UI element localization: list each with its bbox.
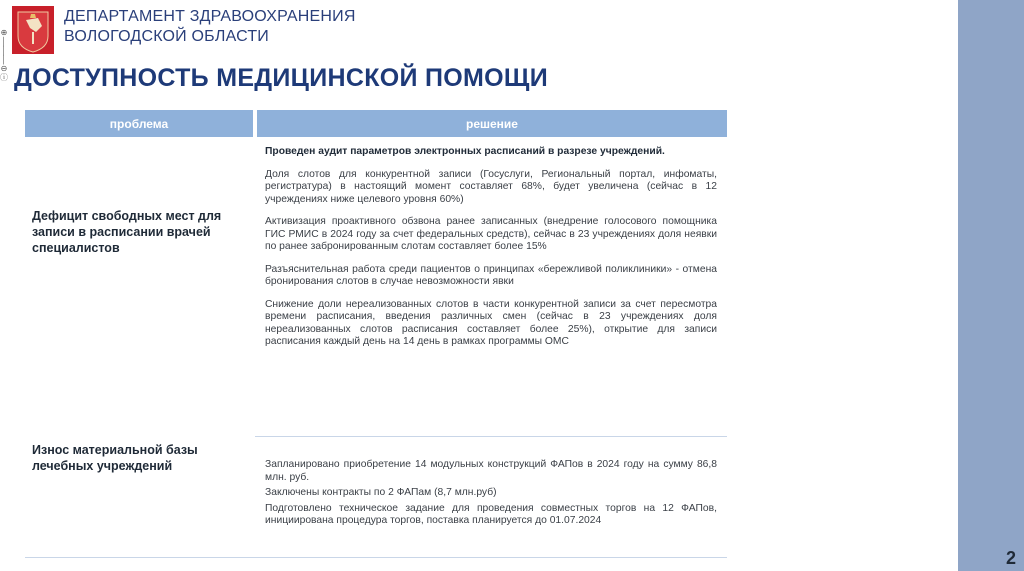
col-problem-header: проблема bbox=[25, 110, 253, 137]
page-title: ДОСТУПНОСТЬ МЕДИЦИНСКОЙ ПОМОЩИ bbox=[14, 64, 548, 92]
side-controls bbox=[0, 28, 8, 82]
problem-solution-table bbox=[25, 110, 727, 137]
zoom-bar-icon[interactable]: │ bbox=[1, 55, 7, 64]
solution-1-item: Снижение доли нереализованных слотов в части конкурентной записи за счет пересмотра времени расписания, введения различных смен (сейчас в 23 учреждениях доля нереализованных слотов расписания составляет более 25%), открытие для записи расписания каждый день на 14 день в рамках программы ОМС bbox=[265, 298, 717, 347]
solution-2-item: Заключены контракты по 2 ФАПам (8,7 млн.руб) bbox=[265, 487, 497, 498]
zoom-bar-icon[interactable]: │ bbox=[1, 46, 7, 55]
solution-1-item: Доля слотов для конкурентной записи (Госуслуги, Региональный портал, инфоматы, регистратура) в настоящий момент составляет 68%, будет увеличена (сейчас в 12 учреждениях ниже целевого уровня 60%) bbox=[265, 168, 717, 205]
solution-1-item: Активизация проактивного обзвона ранее записанных (внедрение голосового помощника ГИС РМИС в 2024 году за счет федеральных средств), сейчас в 23 учреждениях доля неявки по ранее забронированным слотам составляет более 15% bbox=[265, 216, 717, 252]
problem-1: Дефицит свободных мест для записи в расписании врачей специалистов bbox=[32, 209, 222, 255]
solution-1-item: Проведен аудит параметров электронных расписаний в разрезе учреждений. bbox=[265, 146, 665, 157]
dept-line-1: ДЕПАРТАМЕНТ ЗДРАВООХРАНЕНИЯ bbox=[64, 8, 356, 25]
coat-of-arms-logo bbox=[12, 6, 54, 54]
solution-1 bbox=[265, 146, 717, 359]
solution-2-item: Запланировано приобретение 14 модульных конструкций ФАПов в 2024 году на сумму 86,8 млн. руб. bbox=[265, 459, 717, 483]
table-header bbox=[25, 110, 727, 137]
zoom-in-icon[interactable]: ⊕ bbox=[0, 28, 8, 37]
dept-line-2: ВОЛОГОДСКОЙ ОБЛАСТИ bbox=[64, 28, 269, 45]
department-name bbox=[64, 7, 356, 47]
solution-2 bbox=[265, 459, 717, 528]
table-bottom-border bbox=[25, 557, 727, 558]
col-solution-header: решение bbox=[257, 110, 727, 137]
zoom-out-icon[interactable]: ⊖ bbox=[0, 64, 8, 73]
solution-2-item: Подготовлено техническое задание для проведения совместных торгов на 12 ФАПов, инициирована процедура торгов, поставка планируется до 01.07.2024 bbox=[265, 502, 717, 526]
solution-1-item: Разъяснительная работа среди пациентов о принципах «бережливой поликлиники» - отмена бронирования слотов в случае невозможности явки bbox=[265, 263, 717, 287]
decorative-side-band bbox=[958, 0, 1024, 571]
row-divider bbox=[255, 436, 727, 437]
info-icon[interactable]: ⓘ bbox=[0, 73, 8, 82]
problem-2: Износ материальной базы лечебных учреждений bbox=[32, 443, 198, 473]
zoom-bar-icon[interactable]: │ bbox=[1, 37, 7, 46]
page-number: 2 bbox=[1006, 548, 1017, 568]
